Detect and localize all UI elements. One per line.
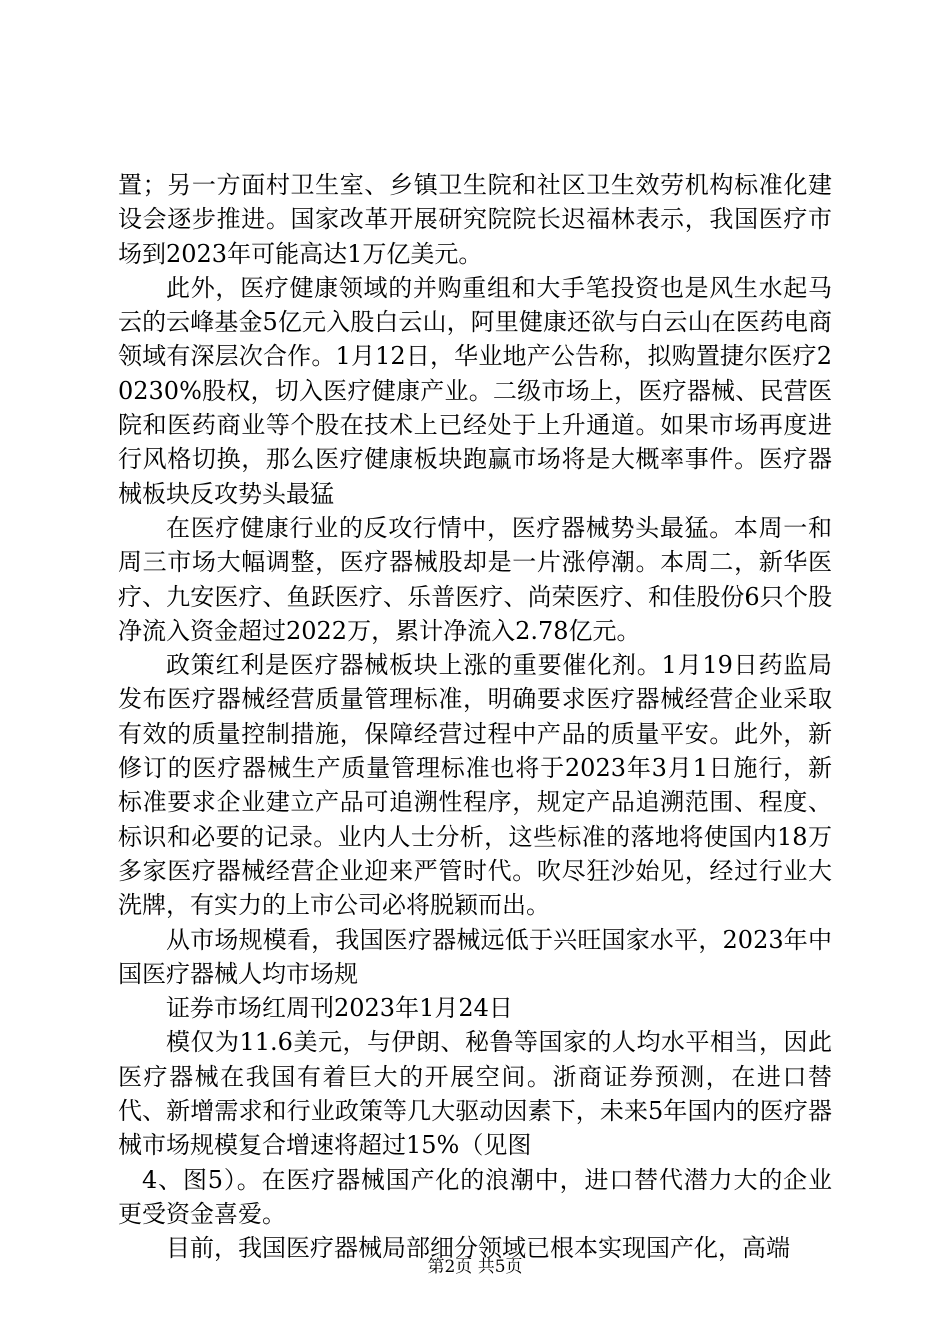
document-body xyxy=(118,168,832,1266)
paragraph-4: 政策红利是医疗器械板块上涨的重要催化剂。1月19日药监局发布医疗器械经营质量管理标准，明确要求医疗器械经营企业采取有效的质量控制措施，保障经营过程中产品的质量平安。此外，新修订的医疗器械生产质量管理标准也将于2023年3月1日施行，新标准要求企业建立产品可追溯性程序，规定产品追溯范围、程度、标识和必要的记录。业内人士分析，这些标准的落地将使国内18万多家医疗器械经营企业迎来严管时代。吹尽狂沙始见，经过行业大洗牌，有实力的上市公司必将脱颖而出。 xyxy=(118,651,832,920)
paragraph-2: 此外，医疗健康领域的并购重组和大手笔投资也是风生水起马云的云峰基金5亿元入股白云山，阿里健康还欲与白云山在医药电商领域有深层次合作。1月12日，华业地产公告称，拟购置捷尔医疗20230%股权，切入医疗健康产业。二级市场上，医疗器械、民营医院和医药商业等个股在技术上已经处于上升通道。如果市场再度进行风格切换，那么医疗健康板块跑赢市场将是大概率事件。医疗器械板块反攻势头最猛 xyxy=(118,273,832,508)
page-footer xyxy=(0,1252,950,1277)
paragraph-8: 4、图5）。在医疗器械国产化的浪潮中，进口替代潜力大的企业更受资金喜爱。 xyxy=(118,1165,832,1228)
paragraph-3: 在医疗健康行业的反攻行情中，医疗器械势头最猛。本周一和周三市场大幅调整，医疗器械股却是一片涨停潮。本周二，新华医疗、九安医疗、鱼跃医疗、乐普医疗、尚荣医疗、和佳股份6只个股净流入资金超过2022万，累计净流入2.78亿元。 xyxy=(118,513,832,645)
page-number-label: 第2页 共5页 xyxy=(427,1257,523,1277)
paragraph-7: 模仅为11.6美元，与伊朗、秘鲁等国家的人均水平相当，因此医疗器械在我国有着巨大的开展空间。浙商证券预测，在进口替代、新增需求和行业政策等几大驱动因素下，未来5年国内的医疗器械市场规模复合增速将超过15%（见图 xyxy=(118,1028,832,1160)
paragraph-9: 目前，我国医疗器械局部细分领域已根本实现国产化，高端 xyxy=(166,1234,790,1263)
paragraph-1: 置；另一方面村卫生室、乡镇卫生院和社区卫生效劳机构标准化建设会逐步推进。国家改革开展研究院院长迟福林表示，我国医疗市场到2023年可能高达1万亿美元。 xyxy=(118,171,832,268)
paragraph-5: 从市场规模看，我国医疗器械远低于兴旺国家水平，2023年中国医疗器械人均市场规 xyxy=(118,925,832,988)
paragraph-6-source-line: 证券市场红周刊2023年1月24日 xyxy=(166,994,513,1023)
